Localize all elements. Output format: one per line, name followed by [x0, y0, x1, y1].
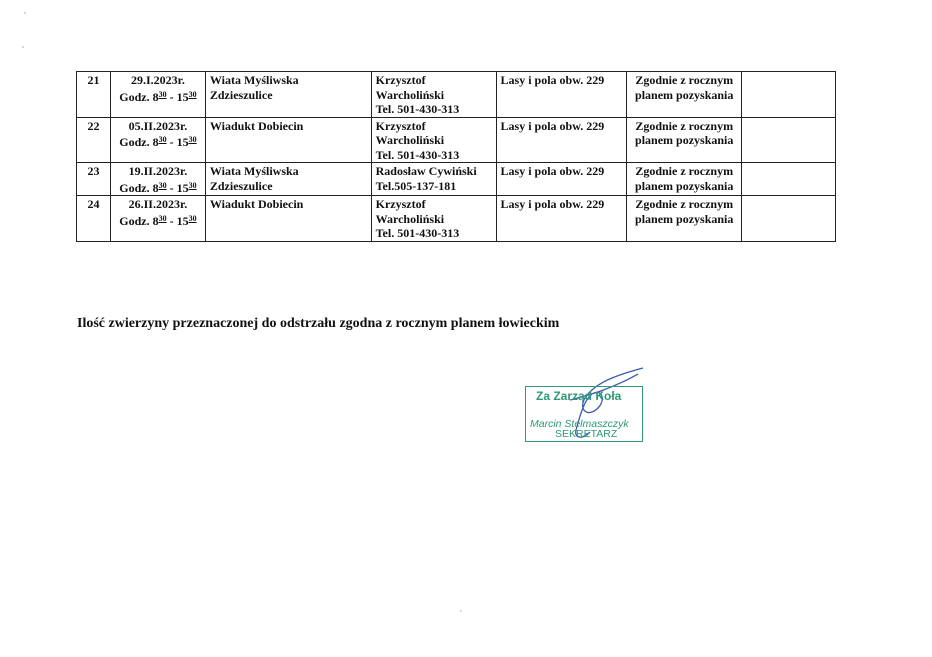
- scan-speck: [24, 12, 26, 14]
- meeting-place-cell: Wiata Myśliwska Zdzieszulice: [205, 163, 371, 196]
- quota-cell: Zgodnie z rocznym planem pozyskania: [627, 72, 742, 118]
- quota-cell: Zgodnie z rocznym planem pozyskania: [627, 196, 742, 242]
- row-number: 23: [77, 163, 111, 196]
- date-time-cell: [110, 163, 205, 196]
- table-row: [77, 196, 836, 242]
- meeting-place-cell: Wiadukt Dobiecin: [205, 196, 371, 242]
- table-row: [77, 163, 836, 196]
- table-row: [77, 117, 836, 163]
- stamp-role: SEKRETARZ: [555, 428, 618, 440]
- hunt-hours: Godz. $8^{30} - 15^{30}$: [119, 135, 197, 149]
- quota-cell: Zgodnie z rocznym planem pozyskania: [627, 163, 742, 196]
- empty-cell: [742, 163, 836, 196]
- date-time-cell: [110, 72, 205, 118]
- leader-cell: Krzysztof Warcholiński Tel. 501-430-313: [371, 196, 496, 242]
- leader-cell: Radosław Cywiński Tel.505-137-181: [371, 163, 496, 196]
- hunt-hours: Godz. $8^{30} - 15^{30}$: [119, 180, 197, 195]
- leader-cell: Krzysztof Warcholiński Tel. 501-430-313: [371, 72, 496, 118]
- hunt-hours: Godz. $8^{30} - 15^{30}$: [119, 89, 197, 104]
- hunt-date: 26.II.2023r.: [128, 197, 188, 211]
- empty-cell: [742, 72, 836, 118]
- area-cell: Lasy i pola obw. 229: [496, 163, 627, 196]
- table-row: [77, 72, 836, 118]
- hunt-date: 29.I.2023r.: [130, 73, 185, 87]
- area-cell: Lasy i pola obw. 229: [496, 72, 627, 118]
- scan-speck: [22, 46, 24, 48]
- meeting-place-cell: Wiata Myśliwska Zdzieszulice: [205, 72, 371, 118]
- date-time-cell: [110, 196, 205, 242]
- hunt-schedule-table: [76, 71, 836, 242]
- leader-cell: Krzysztof Warcholiński Tel. 501-430-313: [371, 117, 496, 163]
- empty-cell: [742, 117, 836, 163]
- row-number: 22: [77, 117, 111, 163]
- scan-speck: [460, 610, 462, 612]
- game-quota-note: Ilość zwierzyny przeznaczonej do odstrzału zgodna z rocznym planem łowieckim: [77, 316, 560, 331]
- area-cell: Lasy i pola obw. 229: [496, 196, 627, 242]
- row-number: 21: [77, 72, 111, 118]
- date-time-cell: [110, 117, 205, 163]
- stamp-name: Marcin Stelmaszczyk: [530, 418, 629, 430]
- quota-cell: Zgodnie z rocznym planem pozyskania: [627, 117, 742, 163]
- hunt-date: 19.II.2023r.: [128, 164, 188, 178]
- area-cell: Lasy i pola obw. 229: [496, 117, 627, 163]
- hunt-date: 05.II.2023r.: [128, 118, 188, 133]
- hunt-hours: Godz. $8^{30} - 15^{30}$: [119, 213, 197, 228]
- meeting-place-cell: Wiadukt Dobiecin: [205, 117, 371, 163]
- row-number: 24: [77, 196, 111, 242]
- empty-cell: [742, 196, 836, 242]
- stamp-title: Za Zarząd Koła: [536, 389, 622, 403]
- board-stamp: [525, 386, 643, 442]
